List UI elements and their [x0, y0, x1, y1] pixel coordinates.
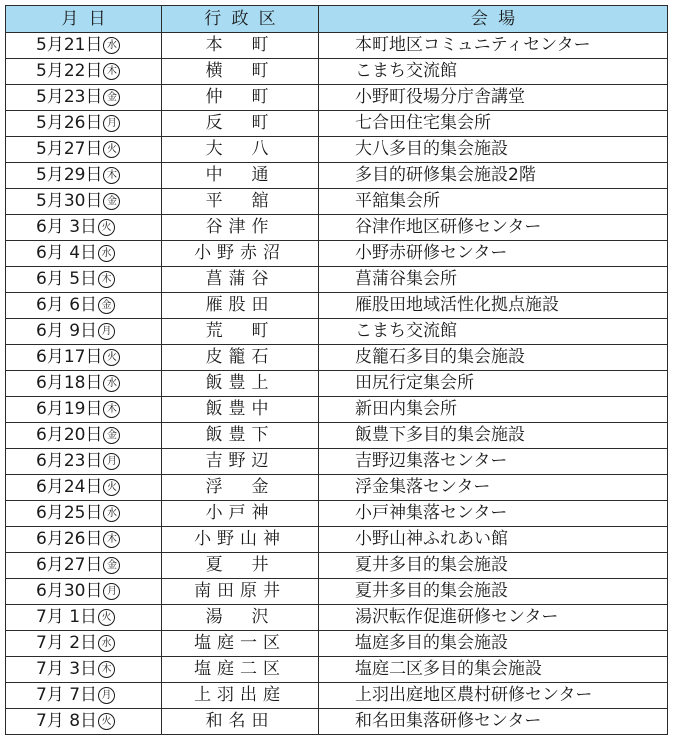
weekday-circle-badge: 月 [103, 453, 120, 470]
date-cell [6, 475, 162, 501]
date-cell [6, 397, 162, 423]
weekday-circle-badge: 木 [103, 167, 120, 184]
area-cell: 浮 金 [162, 475, 319, 501]
date-cell [6, 163, 162, 189]
area-cell: 荒 町 [162, 319, 319, 345]
venue-cell: 七合田住宅集会所 [319, 111, 668, 137]
weekday-circle-badge: 木 [98, 271, 115, 288]
area-cell: 菖蒲谷 [162, 267, 319, 293]
weekday-circle-badge: 火 [103, 479, 120, 496]
table-row [6, 527, 668, 553]
table-row [6, 501, 668, 527]
table-row [6, 553, 668, 579]
table-row [6, 163, 668, 189]
table-row [6, 449, 668, 475]
date-cell [6, 293, 162, 319]
weekday-circle-badge: 火 [103, 141, 120, 158]
area-cell: 飯豊上 [162, 371, 319, 397]
header-area: 行政区 [162, 6, 319, 33]
date-cell [6, 579, 162, 605]
venue-cell: 平舘集会所 [319, 189, 668, 215]
date-text: 7月 8日 [36, 711, 98, 731]
date-cell [6, 553, 162, 579]
schedule-table-container [5, 5, 667, 735]
date-text: 5月21日 [36, 35, 103, 55]
area-cell: 大 八 [162, 137, 319, 163]
date-text: 6月30日 [36, 581, 103, 601]
date-text: 6月25日 [36, 503, 103, 523]
date-cell [6, 189, 162, 215]
venue-cell: 新田内集会所 [319, 397, 668, 423]
area-cell: 塩庭二区 [162, 657, 319, 683]
area-cell: 飯豊中 [162, 397, 319, 423]
date-text: 6月18日 [36, 373, 103, 393]
area-cell: 南田原井 [162, 579, 319, 605]
table-row [6, 657, 668, 683]
table-row [6, 579, 668, 605]
date-text: 6月 4日 [36, 243, 98, 263]
date-text: 6月24日 [36, 477, 103, 497]
weekday-circle-badge: 水 [103, 505, 120, 522]
date-text: 6月20日 [36, 425, 103, 445]
venue-cell: 和名田集落研修センター [319, 709, 668, 735]
table-row [6, 111, 668, 137]
area-cell: 湯 沢 [162, 605, 319, 631]
venue-cell: 菖蒲谷集会所 [319, 267, 668, 293]
venue-cell: 小戸神集落センター [319, 501, 668, 527]
weekday-circle-badge: 木 [103, 531, 120, 548]
date-text: 6月 3日 [36, 217, 98, 237]
weekday-circle-badge: 火 [98, 219, 115, 236]
weekday-circle-badge: 金 [103, 193, 120, 210]
area-cell: 夏 井 [162, 553, 319, 579]
weekday-circle-badge: 月 [103, 115, 120, 132]
table-row [6, 137, 668, 163]
weekday-circle-badge: 水 [103, 375, 120, 392]
weekday-circle-badge: 木 [103, 401, 120, 418]
table-row [6, 267, 668, 293]
date-text: 6月 6日 [36, 295, 98, 315]
date-text: 6月26日 [36, 529, 103, 549]
weekday-circle-badge: 金 [103, 427, 120, 444]
venue-cell: 塩庭多目的集会施設 [319, 631, 668, 657]
table-row [6, 709, 668, 735]
venue-cell: 浮金集落センター [319, 475, 668, 501]
date-cell [6, 657, 162, 683]
venue-cell: 多目的研修集会施設2階 [319, 163, 668, 189]
date-cell [6, 527, 162, 553]
table-row [6, 215, 668, 241]
date-text: 6月19日 [36, 399, 103, 419]
area-cell: 雁股田 [162, 293, 319, 319]
venue-cell: 小野赤研修センター [319, 241, 668, 267]
area-cell: 吉野辺 [162, 449, 319, 475]
date-cell [6, 605, 162, 631]
table-row [6, 605, 668, 631]
venue-cell: 本町地区コミュニティセンター [319, 33, 668, 59]
weekday-circle-badge: 火 [103, 349, 120, 366]
date-text: 7月 7日 [36, 685, 98, 705]
date-text: 5月22日 [36, 61, 103, 81]
table-row [6, 33, 668, 59]
date-cell [6, 449, 162, 475]
table-row [6, 423, 668, 449]
date-cell [6, 215, 162, 241]
venue-cell: 小野町役場分庁舎講堂 [319, 85, 668, 111]
weekday-circle-badge: 水 [98, 245, 115, 262]
weekday-circle-badge: 水 [103, 37, 120, 54]
area-cell: 反 町 [162, 111, 319, 137]
area-cell: 皮籠石 [162, 345, 319, 371]
table-row [6, 189, 668, 215]
table-row [6, 241, 668, 267]
date-text: 7月 2日 [36, 633, 98, 653]
date-cell [6, 267, 162, 293]
table-row [6, 293, 668, 319]
venue-cell: こまち交流館 [319, 319, 668, 345]
date-text: 5月26日 [36, 113, 103, 133]
venue-cell: 夏井多目的集会施設 [319, 553, 668, 579]
venue-cell: 飯豊下多目的集会施設 [319, 423, 668, 449]
date-text: 6月23日 [36, 451, 103, 471]
area-cell: 小野赤沼 [162, 241, 319, 267]
venue-cell: 皮籠石多目的集会施設 [319, 345, 668, 371]
area-cell: 中 通 [162, 163, 319, 189]
weekday-circle-badge: 月 [98, 687, 115, 704]
date-text: 6月 9日 [36, 321, 98, 341]
venue-cell: 大八多目的集会施設 [319, 137, 668, 163]
weekday-circle-badge: 金 [98, 297, 115, 314]
weekday-circle-badge: 金 [103, 89, 120, 106]
venue-cell: 小野山神ふれあい館 [319, 527, 668, 553]
date-text: 6月17日 [36, 347, 103, 367]
weekday-circle-badge: 金 [103, 557, 120, 574]
table-row [6, 631, 668, 657]
table-row [6, 319, 668, 345]
date-cell [6, 85, 162, 111]
area-cell: 小戸神 [162, 501, 319, 527]
venue-cell: 雁股田地域活性化拠点施設 [319, 293, 668, 319]
table-row [6, 85, 668, 111]
venue-cell: 谷津作地区研修センター [319, 215, 668, 241]
area-cell: 平 舘 [162, 189, 319, 215]
date-text: 5月30日 [36, 191, 103, 211]
venue-cell: 吉野辺集落センター [319, 449, 668, 475]
weekday-circle-badge: 火 [98, 713, 115, 730]
weekday-circle-badge: 木 [103, 63, 120, 80]
area-cell: 塩庭一区 [162, 631, 319, 657]
schedule-table [5, 5, 668, 735]
date-text: 5月29日 [36, 165, 103, 185]
area-cell: 横 町 [162, 59, 319, 85]
table-row [6, 397, 668, 423]
venue-cell: 田尻行定集会所 [319, 371, 668, 397]
table-row [6, 59, 668, 85]
date-text: 6月27日 [36, 555, 103, 575]
table-row [6, 475, 668, 501]
date-text: 7月 1日 [36, 607, 98, 627]
table-header-row [6, 6, 668, 33]
date-cell [6, 111, 162, 137]
area-cell: 谷津作 [162, 215, 319, 241]
table-row [6, 683, 668, 709]
area-cell: 本 町 [162, 33, 319, 59]
area-cell: 小野山神 [162, 527, 319, 553]
date-text: 5月23日 [36, 87, 103, 107]
date-text: 6月 5日 [36, 269, 98, 289]
date-cell [6, 631, 162, 657]
date-cell [6, 501, 162, 527]
date-cell [6, 345, 162, 371]
header-venue: 会場 [319, 6, 668, 33]
date-cell [6, 423, 162, 449]
date-cell [6, 319, 162, 345]
date-cell [6, 709, 162, 735]
table-row [6, 371, 668, 397]
area-cell: 仲 町 [162, 85, 319, 111]
date-cell [6, 137, 162, 163]
date-cell [6, 59, 162, 85]
date-cell [6, 371, 162, 397]
date-text: 7月 3日 [36, 659, 98, 679]
date-text: 5月27日 [36, 139, 103, 159]
venue-cell: こまち交流館 [319, 59, 668, 85]
weekday-circle-badge: 月 [98, 323, 115, 340]
weekday-circle-badge: 火 [98, 609, 115, 626]
date-cell [6, 683, 162, 709]
area-cell: 和名田 [162, 709, 319, 735]
venue-cell: 湯沢転作促進研修センター [319, 605, 668, 631]
weekday-circle-badge: 水 [98, 635, 115, 652]
weekday-circle-badge: 月 [103, 583, 120, 600]
area-cell: 上羽出庭 [162, 683, 319, 709]
table-row [6, 345, 668, 371]
date-cell [6, 33, 162, 59]
date-cell [6, 241, 162, 267]
header-date: 月日 [6, 6, 162, 33]
weekday-circle-badge: 木 [98, 661, 115, 678]
venue-cell: 塩庭二区多目的集会施設 [319, 657, 668, 683]
area-cell: 飯豊下 [162, 423, 319, 449]
venue-cell: 上羽出庭地区農村研修センター [319, 683, 668, 709]
venue-cell: 夏井多目的集会施設 [319, 579, 668, 605]
